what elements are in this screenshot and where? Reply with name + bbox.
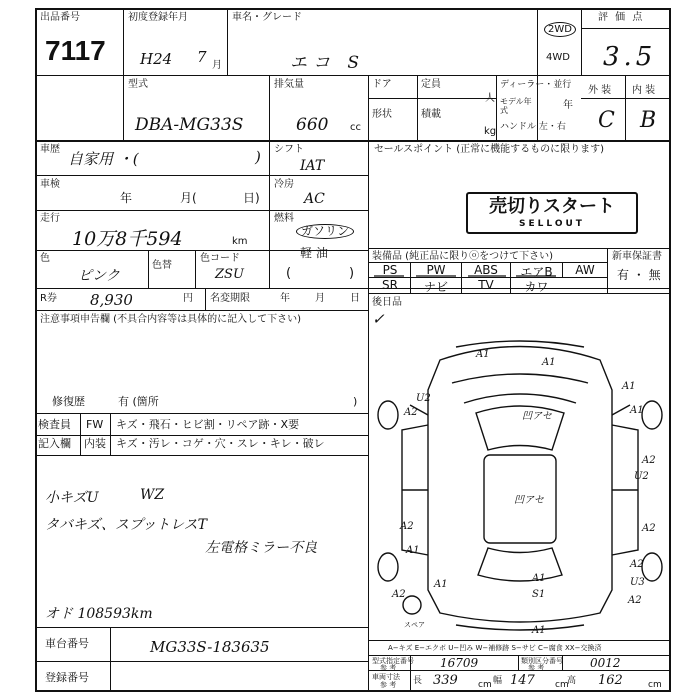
chassis-label: 車台番号 <box>45 637 89 650</box>
equipment-item: エアB <box>520 265 553 279</box>
height-prefix: 高 <box>567 676 577 686</box>
usage-value: 自家用 ・( <box>68 150 139 168</box>
chassis-value: MG33S-183635 <box>150 638 270 656</box>
recycle-yen: 円 <box>183 293 193 304</box>
exterior-grade: C <box>598 108 615 133</box>
note-line-2: タバキズ、スプットレスT <box>45 517 207 533</box>
dealer-label: ディーラー・並行 <box>500 80 572 90</box>
drive-4wd: 4WD <box>546 52 570 63</box>
car-diagram <box>372 335 668 635</box>
lot-label: 出品番号 <box>40 12 80 23</box>
equipment-item: SR <box>382 278 398 292</box>
rear-seat-check: ✓ <box>372 310 385 328</box>
note-line-3: 左電格ミラー不良 <box>205 540 317 556</box>
type-cert-value: 16709 <box>440 656 479 670</box>
recycle-label: R券 <box>40 293 57 304</box>
inspector-label-2: 記入欄 <box>38 437 71 450</box>
name-label: 車名・グレード <box>232 12 302 23</box>
model-year-label: モデル年式 <box>500 97 532 115</box>
damage-mark: A2 <box>404 407 418 418</box>
first-reg-era: H24 <box>140 50 173 68</box>
class-cert-sub: 参 考 <box>528 664 545 672</box>
first-reg-month: 7 <box>197 48 207 66</box>
recycle-value: 8,930 <box>90 291 133 309</box>
aircon-label: 冷房 <box>274 179 294 190</box>
aircon-value: AC <box>304 191 325 207</box>
damage-mark: S1 <box>532 589 546 600</box>
fuel-diesel: 軽 油 <box>300 246 328 260</box>
damage-mark: A1 <box>406 545 420 556</box>
stamp-sub: SELLOUT <box>519 219 585 229</box>
color-paren-open: ( <box>286 266 292 281</box>
dimension-label: 車両寸法 <box>372 673 400 681</box>
damage-mark: A2 <box>642 523 656 534</box>
dimension-sub: 参 考 <box>380 681 397 689</box>
name-change-label: 名変期限 <box>210 293 250 304</box>
damage-mark: A2 <box>400 521 414 532</box>
length-prefix: 長 <box>413 676 423 686</box>
year-unit: 年 <box>563 100 573 111</box>
length-unit: cm <box>478 680 492 690</box>
equipment-item: TV <box>478 278 494 292</box>
kg-unit: kg <box>484 126 497 137</box>
model-value: DBA-MG33S <box>135 115 244 135</box>
mileage-unit: km <box>232 236 248 247</box>
interior-label-row: 内装 <box>84 437 106 450</box>
capacity-label: 定員 <box>421 79 441 90</box>
repair-label: 修復歴 <box>52 395 85 408</box>
first-reg-label: 初度登録年月 <box>128 12 188 23</box>
color-code: ZSU <box>215 267 244 282</box>
damage-mark: U3 <box>630 577 645 588</box>
damage-mark: A2 <box>628 595 642 606</box>
lot-number: 7117 <box>45 35 106 66</box>
usage-close: ) <box>255 148 261 166</box>
door-label: ドア <box>372 79 392 90</box>
height-unit: cm <box>648 680 662 690</box>
inspector-label-1: 検査員 <box>38 418 71 431</box>
sellout-stamp <box>466 192 638 234</box>
cc-unit: cc <box>350 122 361 133</box>
inspection-year: 年 <box>120 191 133 205</box>
mileage-label: 走行 <box>40 213 60 224</box>
damage-mark: A1 <box>532 573 546 584</box>
score-value: 3.5 <box>603 42 657 72</box>
height-value: 162 <box>598 673 623 688</box>
exterior-label: 外 装 <box>588 85 612 96</box>
damage-mark: A1 <box>630 405 644 416</box>
equipment-item: AW <box>575 263 595 277</box>
damage-note: 凹アセ <box>522 411 552 422</box>
class-cert-value: 0012 <box>590 656 621 670</box>
equipment-label: 装備品 (純正品に限りⓞをつけて下さい) <box>372 251 553 262</box>
note-line-1a: 小キズU <box>45 490 99 506</box>
fw-text: キズ・飛石・ヒビ割・リペア跡・X要 <box>116 418 300 431</box>
damage-mark: A1 <box>476 349 490 360</box>
damage-legend: A−キズ E−エクボ U−凹み W−補修跡 S−サビ C−腐食 XX−交換済 <box>388 644 602 652</box>
width-value: 147 <box>510 673 535 688</box>
equipment-item: カワ <box>524 280 549 294</box>
repair-close: ) <box>353 395 358 408</box>
note-line-4: オド 108593km <box>45 606 153 622</box>
inspection-month: 月( <box>180 191 197 205</box>
damage-mark: A2 <box>642 455 656 466</box>
drive-2wd: 2WD <box>544 22 576 37</box>
damage-mark: U2 <box>634 471 649 482</box>
length-value: 339 <box>433 673 458 688</box>
fuel-label: 燃料 <box>274 213 294 224</box>
width-prefix: 幅 <box>493 676 503 686</box>
damage-mark: A2 <box>392 589 406 600</box>
stamp-main: 売切りスタート <box>489 196 615 217</box>
month-unit: 月 <box>212 60 222 71</box>
name-change-year: 年 <box>280 293 290 304</box>
score-label: 評 価 点 <box>598 12 645 23</box>
mileage-value: 10万8千594 <box>72 228 183 250</box>
equipment-item: PW <box>426 263 446 277</box>
shape-label: 形状 <box>372 109 392 120</box>
color-code-label: 色コード <box>200 253 240 264</box>
type-cert-sub: 参 考 <box>380 664 397 672</box>
color-label: 色 <box>40 253 50 264</box>
car-name: エコ S <box>290 53 366 73</box>
width-unit: cm <box>555 680 569 690</box>
equipment-item: ナビ <box>423 280 448 294</box>
fw-label: FW <box>86 418 104 431</box>
note-line-1b: WZ <box>140 487 165 503</box>
spare-label: スペア <box>404 621 425 629</box>
equipment-item: ABS <box>474 263 498 277</box>
sales-point-label: セールスポイント (正常に機能するものに限ります) <box>374 144 605 155</box>
warranty-label: 新車保証書 <box>612 251 662 262</box>
interior-text: キズ・汚レ・コゲ・穴・スレ・キレ・破レ <box>116 437 325 450</box>
fuel-gasoline: ガソリン <box>296 224 354 239</box>
repair-value: 有 (箇所 <box>118 395 159 408</box>
inspection-day: 日) <box>243 191 260 205</box>
usage-label: 車歴 <box>40 144 60 155</box>
interior-grade: B <box>640 108 657 133</box>
name-change-month: 月 <box>315 293 325 304</box>
damage-mark: A1 <box>622 381 636 392</box>
displacement-label: 排気量 <box>274 79 304 90</box>
equipment-strikes <box>368 262 608 294</box>
damage-mark: A2 <box>630 559 644 570</box>
damage-mark: A1 <box>542 357 556 368</box>
shift-value: IAT <box>300 158 325 174</box>
color-paren-close: ) <box>349 266 355 281</box>
equipment-item: PS <box>382 263 398 277</box>
damage-mark: A1 <box>532 625 546 635</box>
color-change-label: 色替 <box>152 260 172 271</box>
color-value: ピンク <box>78 268 120 284</box>
interior-label: 内 装 <box>632 85 656 96</box>
shift-label: シフト <box>274 144 304 155</box>
notes-label: 注意事項申告欄 (不具合内容等は具体的に記入して下さい) <box>40 314 301 325</box>
persons-unit: 人 <box>485 93 495 104</box>
inspection-label: 車検 <box>40 179 60 190</box>
name-change-day: 日 <box>350 293 360 304</box>
damage-note: 凹アセ <box>514 495 544 506</box>
damage-mark: A1 <box>434 579 448 590</box>
damage-mark: U2 <box>416 393 431 404</box>
model-label: 型式 <box>128 79 148 90</box>
type-cert-label: 型式指定番号 <box>372 657 414 665</box>
warranty-value: 有 ・ 無 <box>617 268 661 282</box>
displacement-value: 660 <box>296 115 329 135</box>
handle-label: ハンドル 左・右 <box>500 122 566 132</box>
class-cert-label: 類別区分番号 <box>521 657 563 665</box>
rear-seat-label: 後日品 <box>372 297 402 308</box>
load-label: 積載 <box>421 109 441 120</box>
registration-label: 登録番号 <box>45 671 89 684</box>
